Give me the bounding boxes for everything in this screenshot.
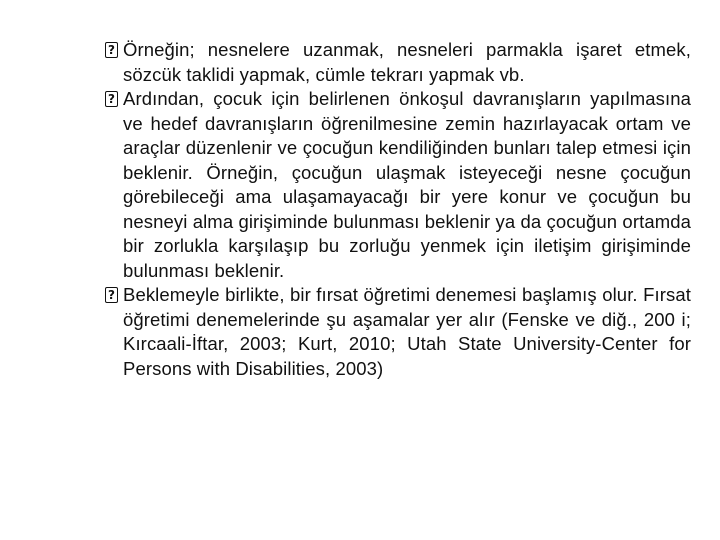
bullet-paragraph-3 <box>105 283 691 381</box>
paragraph-text-1: Örneğin; nesnelere uzanmak, nesneleri parmakla işaret etmek, sözcük taklidi yapmak, cümle tekrarı yapmak vb. <box>123 39 691 85</box>
paragraph-text-3: Beklemeyle birlikte, bir fırsat öğretimi denemesi başlamış olur. Fırsat öğretimi denemelerinde şu aşamalar yer alır (Fenske ve diğ., 200 i; Kırcaali-İftar, 2003; Kurt, 2010; Utah State University-Center for Persons with Disabilities, 2003) <box>123 284 691 379</box>
slide-content <box>105 38 691 381</box>
bullet-icon: ? <box>105 91 118 107</box>
bullet-paragraph-1 <box>105 38 691 87</box>
bullet-icon: ? <box>105 42 118 58</box>
bullet-paragraph-2 <box>105 87 691 283</box>
paragraph-text-2: Ardından, çocuk için belirlenen önkoşul davranışların yapılmasına ve hedef davranışların öğrenilmesine zemin hazırlayacak ortam ve araçlar düzenlenir ve çocuğun kendiliğinden bunları talep etmesi için beklenir. Örneğin, çocuğun ulaşmak isteyeceği nesne çocuğun görebileceği ama ulaşamayacağı bir yere konur ve çocuğun bu nesneyi alma girişiminde bulunması beklenir ya da çocuğun ortamda bir zorlukla karşılaşıp bu zorluğu yenmek için iletişim girişiminde bulunması beklenir. <box>123 88 691 281</box>
bullet-icon: ? <box>105 287 118 303</box>
